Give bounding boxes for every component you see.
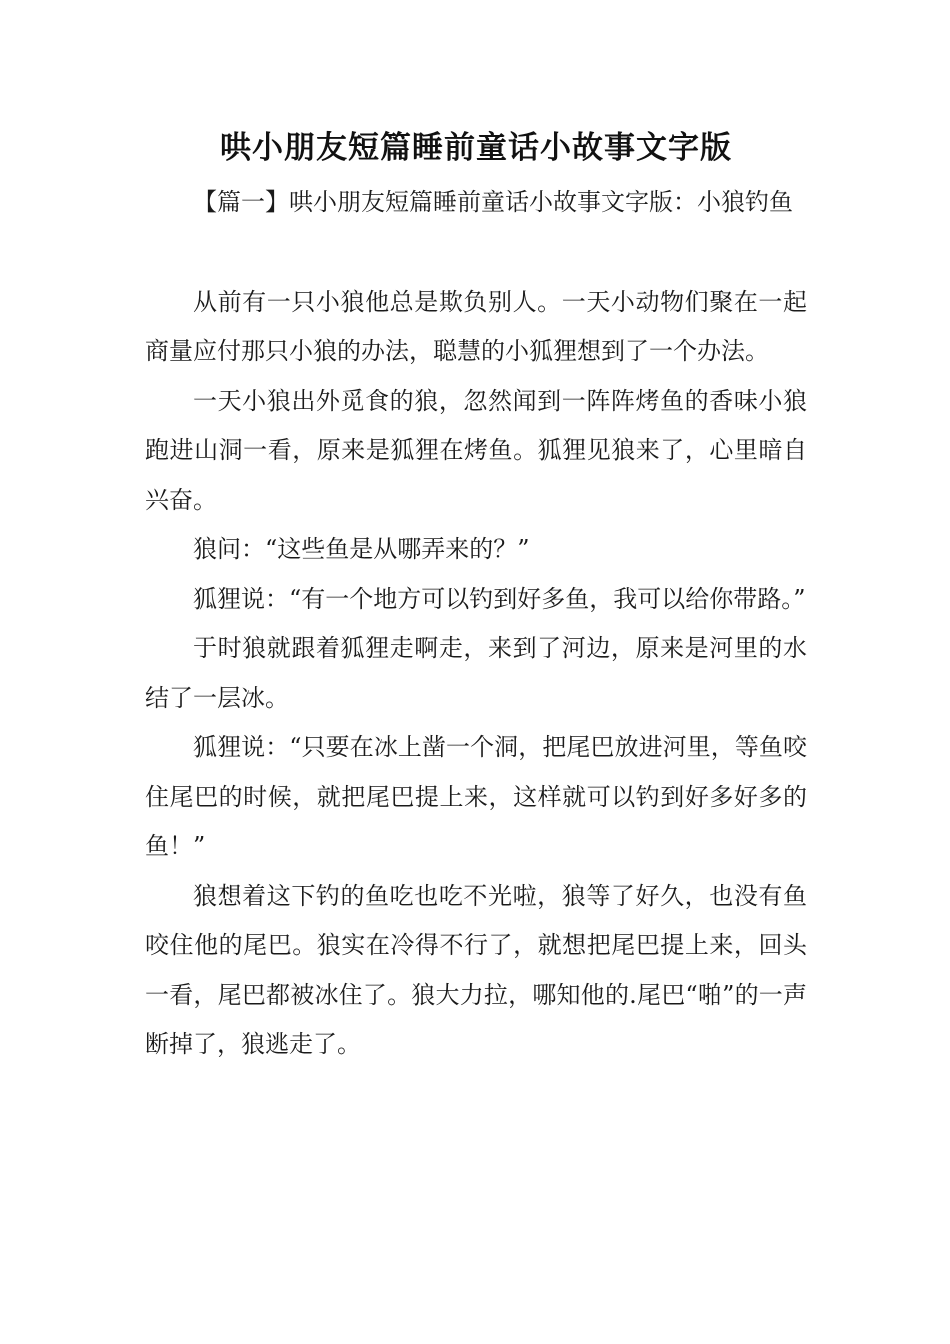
story-body (145, 278, 807, 1070)
story-paragraph: 狐狸说：“有一个地方可以钓到好多鱼，我可以给你带路。” (193, 584, 806, 613)
document-page (145, 118, 807, 1070)
story-paragraph: 狼问：“这些鱼是从哪弄来的？” (193, 535, 530, 563)
story-paragraph: 从前有一只小狼他总是欺负别人。一天小动物们聚在一起商量应付那只小狼的办法，聪慧的小狐狸想到了一个办法。 (145, 287, 807, 365)
story-paragraph: 狐狸说：“只要在冰上凿一个洞，把尾巴放进河里，等鱼咬住尾巴的时候，就把尾巴提上来，这样就可以钓到好多好多的鱼！” (145, 733, 807, 860)
document-title: 哄小朋友短篇睡前童话小故事文字版 (220, 130, 732, 166)
section-heading: 【篇一】哄小朋友短篇睡前童话小故事文字版：小狼钓鱼 (193, 188, 793, 216)
story-paragraph: 狼想着这下钓的鱼吃也吃不光啦，狼等了好久，也没有鱼咬住他的尾巴。狼实在冷得不行了，就想把尾巴提上来，回头一看，尾巴都被冰住了。狼大力拉，哪知他的.尾巴“啪”的一声断掉了，狼逃走了。 (145, 881, 807, 1058)
story-paragraph: 于时狼就跟着狐狸走啊走，来到了河边，原来是河里的水结了一层冰。 (145, 634, 807, 712)
story-paragraph: 一天小狼出外觅食的狼，忽然闻到一阵阵烤鱼的香味小狼跑进山洞一看，原来是狐狸在烤鱼。狐狸见狼来了，心里暗自兴奋。 (145, 386, 807, 514)
